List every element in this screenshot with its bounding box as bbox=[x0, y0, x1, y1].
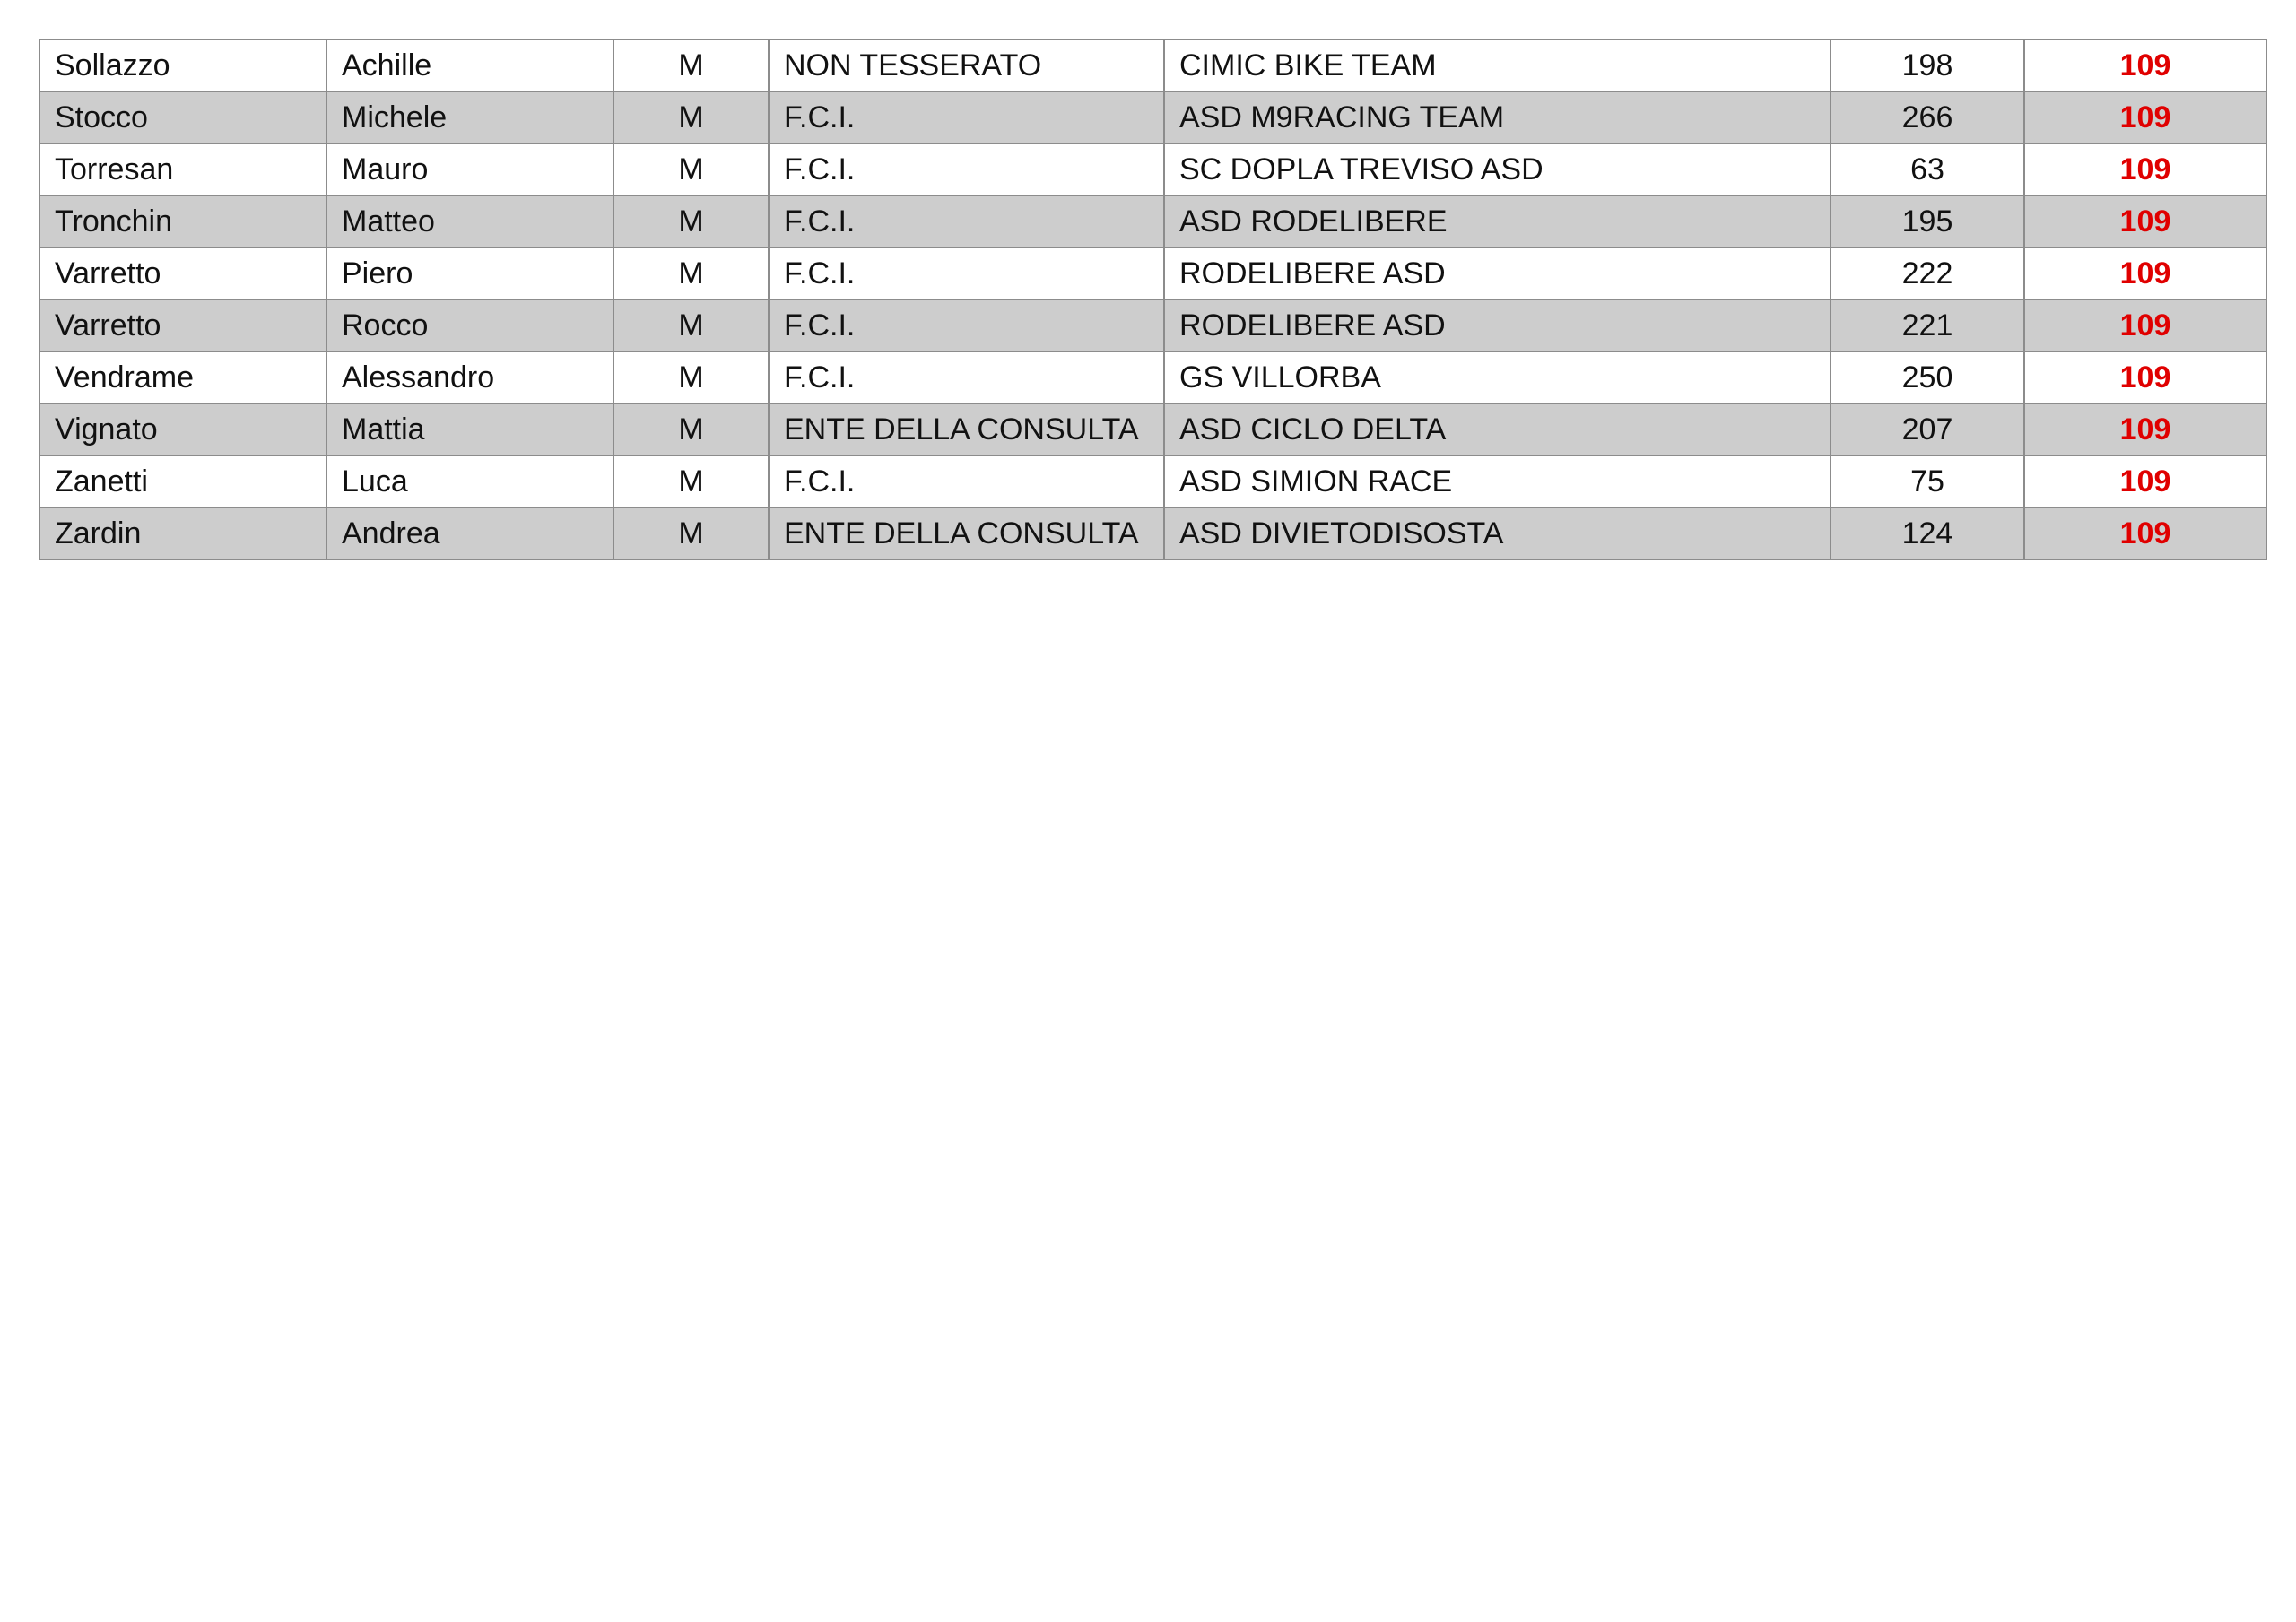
cell-numero: 221 bbox=[1831, 299, 2024, 351]
table-row bbox=[39, 195, 2266, 247]
cell-cognome: Vignato bbox=[39, 403, 326, 455]
cell-numero: 266 bbox=[1831, 91, 2024, 143]
cell-squadra: RODELIBERE ASD bbox=[1164, 299, 1831, 351]
cell-sesso: M bbox=[613, 91, 769, 143]
cell-ente: F.C.I. bbox=[769, 247, 1164, 299]
table-row bbox=[39, 143, 2266, 195]
cell-ente: F.C.I. bbox=[769, 299, 1164, 351]
cell-nome: Michele bbox=[326, 91, 613, 143]
cell-numero: 195 bbox=[1831, 195, 2024, 247]
cell-squadra: ASD DIVIETODISOSTA bbox=[1164, 507, 1831, 559]
cell-sesso: M bbox=[613, 455, 769, 507]
cell-ente: F.C.I. bbox=[769, 143, 1164, 195]
results-table bbox=[39, 39, 2267, 560]
cell-nome: Alessandro bbox=[326, 351, 613, 403]
cell-punti: 109 bbox=[2024, 195, 2266, 247]
cell-ente: F.C.I. bbox=[769, 91, 1164, 143]
cell-cognome: Vendrame bbox=[39, 351, 326, 403]
cell-punti: 109 bbox=[2024, 455, 2266, 507]
cell-cognome: Sollazzo bbox=[39, 39, 326, 91]
cell-nome: Achille bbox=[326, 39, 613, 91]
cell-nome: Matteo bbox=[326, 195, 613, 247]
table-row bbox=[39, 351, 2266, 403]
cell-ente: F.C.I. bbox=[769, 455, 1164, 507]
cell-sesso: M bbox=[613, 247, 769, 299]
cell-squadra: SC DOPLA TREVISO ASD bbox=[1164, 143, 1831, 195]
cell-sesso: M bbox=[613, 507, 769, 559]
cell-nome: Piero bbox=[326, 247, 613, 299]
cell-punti: 109 bbox=[2024, 351, 2266, 403]
table-row bbox=[39, 247, 2266, 299]
cell-nome: Mattia bbox=[326, 403, 613, 455]
cell-nome: Mauro bbox=[326, 143, 613, 195]
table-row bbox=[39, 403, 2266, 455]
cell-numero: 222 bbox=[1831, 247, 2024, 299]
cell-nome: Andrea bbox=[326, 507, 613, 559]
cell-sesso: M bbox=[613, 39, 769, 91]
cell-cognome: Varretto bbox=[39, 299, 326, 351]
cell-cognome: Stocco bbox=[39, 91, 326, 143]
cell-ente: F.C.I. bbox=[769, 195, 1164, 247]
cell-cognome: Varretto bbox=[39, 247, 326, 299]
table-row bbox=[39, 91, 2266, 143]
cell-sesso: M bbox=[613, 195, 769, 247]
cell-squadra: ASD M9RACING TEAM bbox=[1164, 91, 1831, 143]
cell-sesso: M bbox=[613, 351, 769, 403]
table-row bbox=[39, 507, 2266, 559]
cell-nome: Luca bbox=[326, 455, 613, 507]
cell-sesso: M bbox=[613, 403, 769, 455]
table-row bbox=[39, 39, 2266, 91]
cell-cognome: Zanetti bbox=[39, 455, 326, 507]
cell-punti: 109 bbox=[2024, 91, 2266, 143]
cell-sesso: M bbox=[613, 143, 769, 195]
cell-cognome: Torresan bbox=[39, 143, 326, 195]
cell-squadra: RODELIBERE ASD bbox=[1164, 247, 1831, 299]
cell-squadra: ASD CICLO DELTA bbox=[1164, 403, 1831, 455]
cell-cognome: Tronchin bbox=[39, 195, 326, 247]
table-row bbox=[39, 455, 2266, 507]
cell-squadra: ASD RODELIBERE bbox=[1164, 195, 1831, 247]
cell-ente: ENTE DELLA CONSULTA bbox=[769, 403, 1164, 455]
cell-nome: Rocco bbox=[326, 299, 613, 351]
cell-punti: 109 bbox=[2024, 143, 2266, 195]
cell-squadra: ASD SIMION RACE bbox=[1164, 455, 1831, 507]
cell-squadra: GS VILLORBA bbox=[1164, 351, 1831, 403]
cell-ente: ENTE DELLA CONSULTA bbox=[769, 507, 1164, 559]
cell-punti: 109 bbox=[2024, 403, 2266, 455]
cell-ente: NON TESSERATO bbox=[769, 39, 1164, 91]
cell-numero: 75 bbox=[1831, 455, 2024, 507]
cell-numero: 124 bbox=[1831, 507, 2024, 559]
cell-punti: 109 bbox=[2024, 247, 2266, 299]
cell-punti: 109 bbox=[2024, 39, 2266, 91]
cell-numero: 207 bbox=[1831, 403, 2024, 455]
table-row bbox=[39, 299, 2266, 351]
cell-punti: 109 bbox=[2024, 507, 2266, 559]
cell-numero: 63 bbox=[1831, 143, 2024, 195]
cell-sesso: M bbox=[613, 299, 769, 351]
cell-punti: 109 bbox=[2024, 299, 2266, 351]
cell-cognome: Zardin bbox=[39, 507, 326, 559]
cell-numero: 198 bbox=[1831, 39, 2024, 91]
cell-numero: 250 bbox=[1831, 351, 2024, 403]
cell-ente: F.C.I. bbox=[769, 351, 1164, 403]
cell-squadra: CIMIC BIKE TEAM bbox=[1164, 39, 1831, 91]
